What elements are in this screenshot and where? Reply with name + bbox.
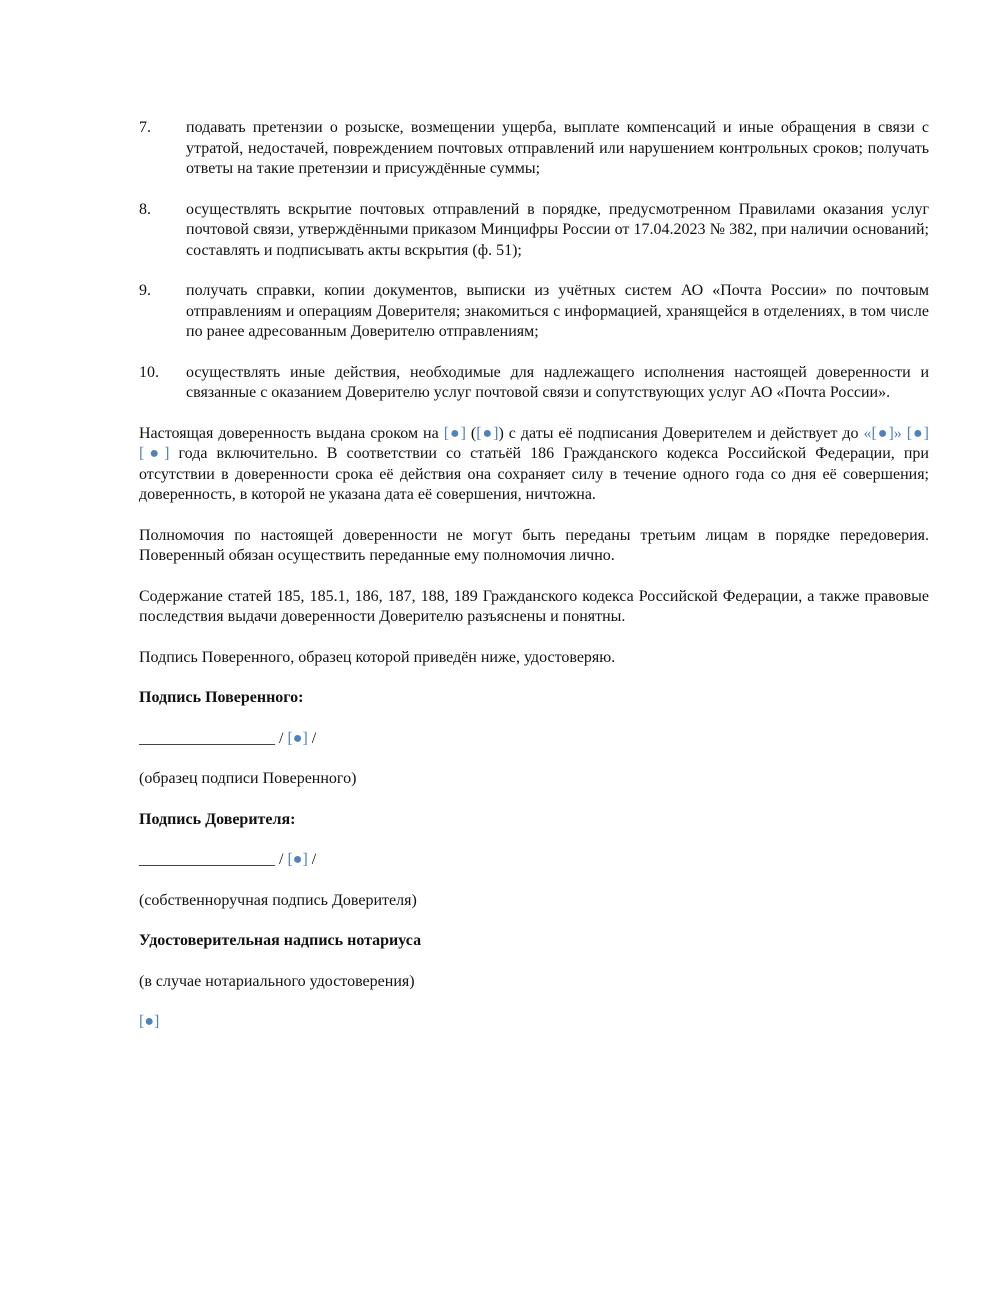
list-number: 10. <box>139 363 159 381</box>
placeholder: «[●]» <box>863 424 902 442</box>
list-text: осуществлять вскрытие почтовых отправлений в порядке, предусмотренном Правилами оказания услуг почтовой связи, утверждёнными приказом Минцифры России от 17.04.2023 № 382, при наличии оснований; составлять и подписывать акты вскрытия (ф. 51); <box>186 200 929 259</box>
attorney-signature-line <box>139 729 929 750</box>
notary-heading: Удостоверительная надпись нотариуса <box>139 932 422 949</box>
certify-paragraph: Подпись Поверенного, образец которой приведён ниже, удостоверяю. <box>139 648 616 666</box>
list-item <box>139 200 929 262</box>
principal-signature-line <box>139 850 929 871</box>
placeholder: [●] <box>287 851 308 868</box>
principal-signature-heading: Подпись Доверителя: <box>139 810 296 828</box>
list-text: подавать претензии о розыске, возмещении ущерба, выплате компенсаций и иные обращения в связи с утратой, недостачей, повреждением почтовых отправлений или нарушением контрольных сроков; получать ответы на такие претензии и присуждённые суммы; <box>186 119 929 177</box>
list-text: осуществлять иные действия, необходимые для надлежащего исполнения настоящей доверенности и связанные с оказанием Доверителю услуг почтовой связи и сопутствующих услуг АО «Почта России». <box>186 363 929 401</box>
notary-placeholder: [●] <box>139 1013 160 1030</box>
principal-signature-caption: (собственноручная подпись Доверителя) <box>139 891 417 909</box>
placeholder: [●] <box>287 729 308 747</box>
signature-underline: _________________ <box>139 851 275 868</box>
term-text: года включительно. В соответствии со статьёй 186 Гражданского кодекса Российской Федерации, при отсутствии в доверенности срока её действия она сохраняет силу в течение одного года со дня её совершения; доверенность, в которой не указана дата её совершения, ничтожна. <box>139 445 929 503</box>
list-number: 7. <box>139 119 151 136</box>
separator: / <box>275 851 288 868</box>
list-number: 9. <box>139 282 151 299</box>
document-page <box>139 118 929 1053</box>
term-text: ( <box>465 424 477 442</box>
term-text: Настоящая доверенность выдана сроком на <box>139 424 444 442</box>
attorney-signature-heading: Подпись Поверенного: <box>139 689 304 706</box>
list-item <box>139 363 929 404</box>
attorney-signature-caption: (образец подписи Поверенного) <box>139 770 357 787</box>
placeholder: [●] <box>443 424 466 442</box>
placeholder: [●] <box>476 424 499 442</box>
signature-underline: _________________ <box>139 729 275 747</box>
separator: / <box>307 729 317 747</box>
separator: / <box>275 729 288 747</box>
separator: / <box>307 851 317 868</box>
placeholder: [●] <box>906 424 930 442</box>
substitution-paragraph: Полномочия по настоящей доверенности не могут быть переданы третьим лицам в порядке передоверия. Поверенный обязан осуществить переданные ему полномочия лично. <box>139 526 929 564</box>
list-number: 8. <box>139 200 151 218</box>
list-item <box>139 281 929 343</box>
placeholder: [●] <box>139 445 170 462</box>
notary-caption: (в случае нотариального удостоверения) <box>139 972 415 990</box>
explained-paragraph: Содержание статей 185, 185.1, 186, 187, 188, 189 Гражданского кодекса Российской Федерации, а также правовые последствия выдачи доверенности Доверителю разъяснены и понятны. <box>139 587 929 625</box>
term-paragraph <box>139 424 929 506</box>
list-item <box>139 118 929 180</box>
term-text: ) с даты её подписания Доверителем и действует до <box>498 424 864 442</box>
list-text: получать справки, копии документов, выписки из учётных систем АО «Почта России» по почтовым отправлениям и операциям Доверителя; знакомиться с информацией, хранящейся в отделениях, в том числе по ранее адресованным Доверителю отправлениям; <box>186 282 929 340</box>
